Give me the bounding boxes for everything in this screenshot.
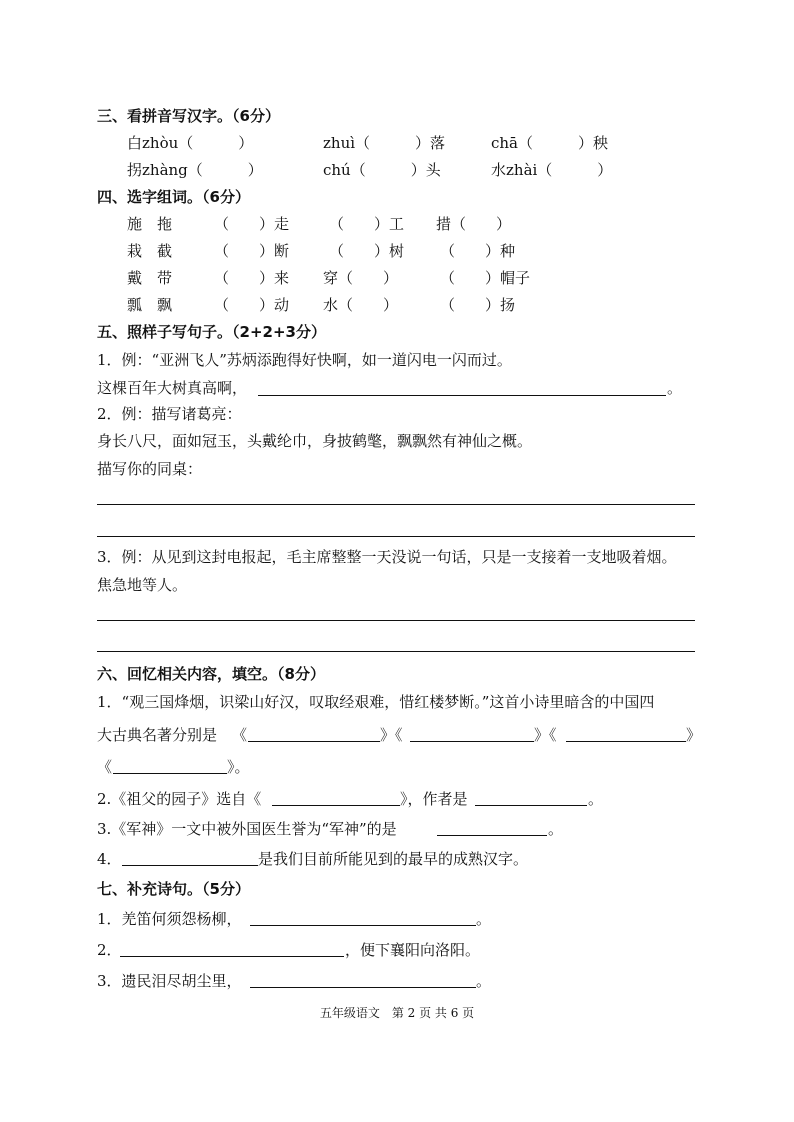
section-5-title: 五、照样子写句子。（2+2+3分） [97, 323, 326, 341]
char-pair: 戴 带 [127, 269, 173, 287]
section-7-title: 七、补充诗句。（5分） [97, 880, 250, 898]
answer-blank[interactable] [475, 805, 587, 806]
answer-blank[interactable] [113, 773, 227, 774]
section-3-title: 三、看拼音写汉字。（6分） [97, 107, 280, 125]
pinyin-item: chā（ ）秧 [491, 134, 609, 152]
punctuation: 。 [548, 820, 564, 838]
pinyin-item: 拐zhàng（ ） [127, 161, 263, 179]
book-bracket: 》。 [227, 758, 250, 776]
char-pair: 瓢 飘 [127, 296, 173, 314]
word-blank: （ ）动 [214, 296, 290, 314]
word-blank: （ ）帽子 [440, 269, 531, 287]
example-sentence: 3．例：从见到这封电报起，毛主席整整一天没说一句话，只是一支接着一支地吸着烟。 [97, 548, 677, 566]
example-sentence: 身长八尺，面如冠玉，头戴纶巾，身披鹤氅，飘飘然有神仙之概。 [97, 432, 533, 450]
book-bracket: 》 [686, 726, 702, 744]
book-bracket: 《 [97, 758, 113, 776]
section-6-title: 六、回忆相关内容，填空。（8分） [97, 665, 325, 683]
question-text: 2.《祖父的园子》选自《 [97, 790, 262, 808]
answer-blank[interactable] [410, 741, 534, 742]
pinyin-item: chú（ ）头 [323, 161, 441, 179]
punctuation: 。 [476, 972, 492, 990]
punctuation: 。 [667, 379, 683, 397]
prompt-text: 焦急地等人。 [97, 576, 188, 594]
question-text: 3．遗民泪尽胡尘里， [97, 972, 242, 990]
word-blank: （ ）断 [214, 242, 290, 260]
example-label: 2．例：描写诸葛亮： [97, 405, 242, 423]
word-blank: （ ）种 [440, 242, 516, 260]
answer-blank[interactable] [437, 835, 547, 836]
punctuation: 。 [476, 910, 492, 928]
prompt-text: 这棵百年大树真高啊， [97, 379, 248, 397]
page-footer: 五年级语文 第 2 页 共 6 页 [319, 1006, 475, 1020]
word-blank: （ ）走 [214, 215, 290, 233]
prompt-text: 描写你的同桌： [97, 460, 203, 478]
question-text: 4． [97, 850, 122, 868]
word-blank: （ ）工 [329, 215, 405, 233]
word-blank: （ ）扬 [440, 296, 516, 314]
question-text: 是我们目前所能见到的最早的成熟汉字。 [258, 850, 529, 868]
pinyin-item: 白zhòu（ ） [127, 134, 254, 152]
word-blank: 措（ ） [436, 215, 512, 233]
question-text: 1．“观三国烽烟，识梁山好汉，叹取经艰难，惜红楼梦断。”这首小诗里暗含的中国四 [97, 693, 655, 711]
question-text: 3.《军神》一文中被外国医生誉为“军神”的是 [97, 820, 397, 838]
word-blank: 穿（ ） [323, 269, 399, 287]
word-blank: 水（ ） [323, 296, 399, 314]
answer-blank[interactable] [248, 741, 380, 742]
example-sentence: 1．例：“亚洲飞人”苏炳添跑得好快啊，如一道闪电一闪而过。 [97, 351, 512, 369]
answer-blank[interactable] [272, 805, 400, 806]
question-text: 1．羌笛何须怨杨柳， [97, 910, 242, 928]
answer-blank[interactable] [250, 925, 476, 926]
question-text: ，便下襄阳向洛阳。 [345, 941, 481, 959]
answer-blank[interactable] [122, 865, 258, 866]
char-pair: 栽 截 [127, 242, 173, 260]
answer-line[interactable] [97, 504, 695, 505]
punctuation: 。 [588, 790, 604, 808]
book-bracket: 《 [232, 726, 248, 744]
question-text: 大古典名著分别是 [97, 726, 218, 744]
word-blank: （ ）来 [214, 269, 290, 287]
section-4-title: 四、选字组词。（6分） [97, 188, 250, 206]
pinyin-item: 水zhài（ ） [491, 161, 613, 179]
question-text: 》，作者是 [400, 790, 468, 808]
answer-blank[interactable] [120, 956, 344, 957]
answer-blank[interactable] [566, 741, 686, 742]
char-pair: 施 拖 [127, 215, 173, 233]
book-bracket: 》《 [534, 726, 557, 744]
answer-line[interactable] [97, 651, 695, 652]
answer-blank[interactable] [250, 987, 476, 988]
answer-blank[interactable] [258, 395, 666, 396]
pinyin-item: zhuì（ ）落 [323, 134, 446, 152]
answer-line[interactable] [97, 536, 695, 537]
answer-line[interactable] [97, 620, 695, 621]
word-blank: （ ）树 [329, 242, 405, 260]
question-text: 2． [97, 941, 122, 959]
book-bracket: 》《 [380, 726, 403, 744]
